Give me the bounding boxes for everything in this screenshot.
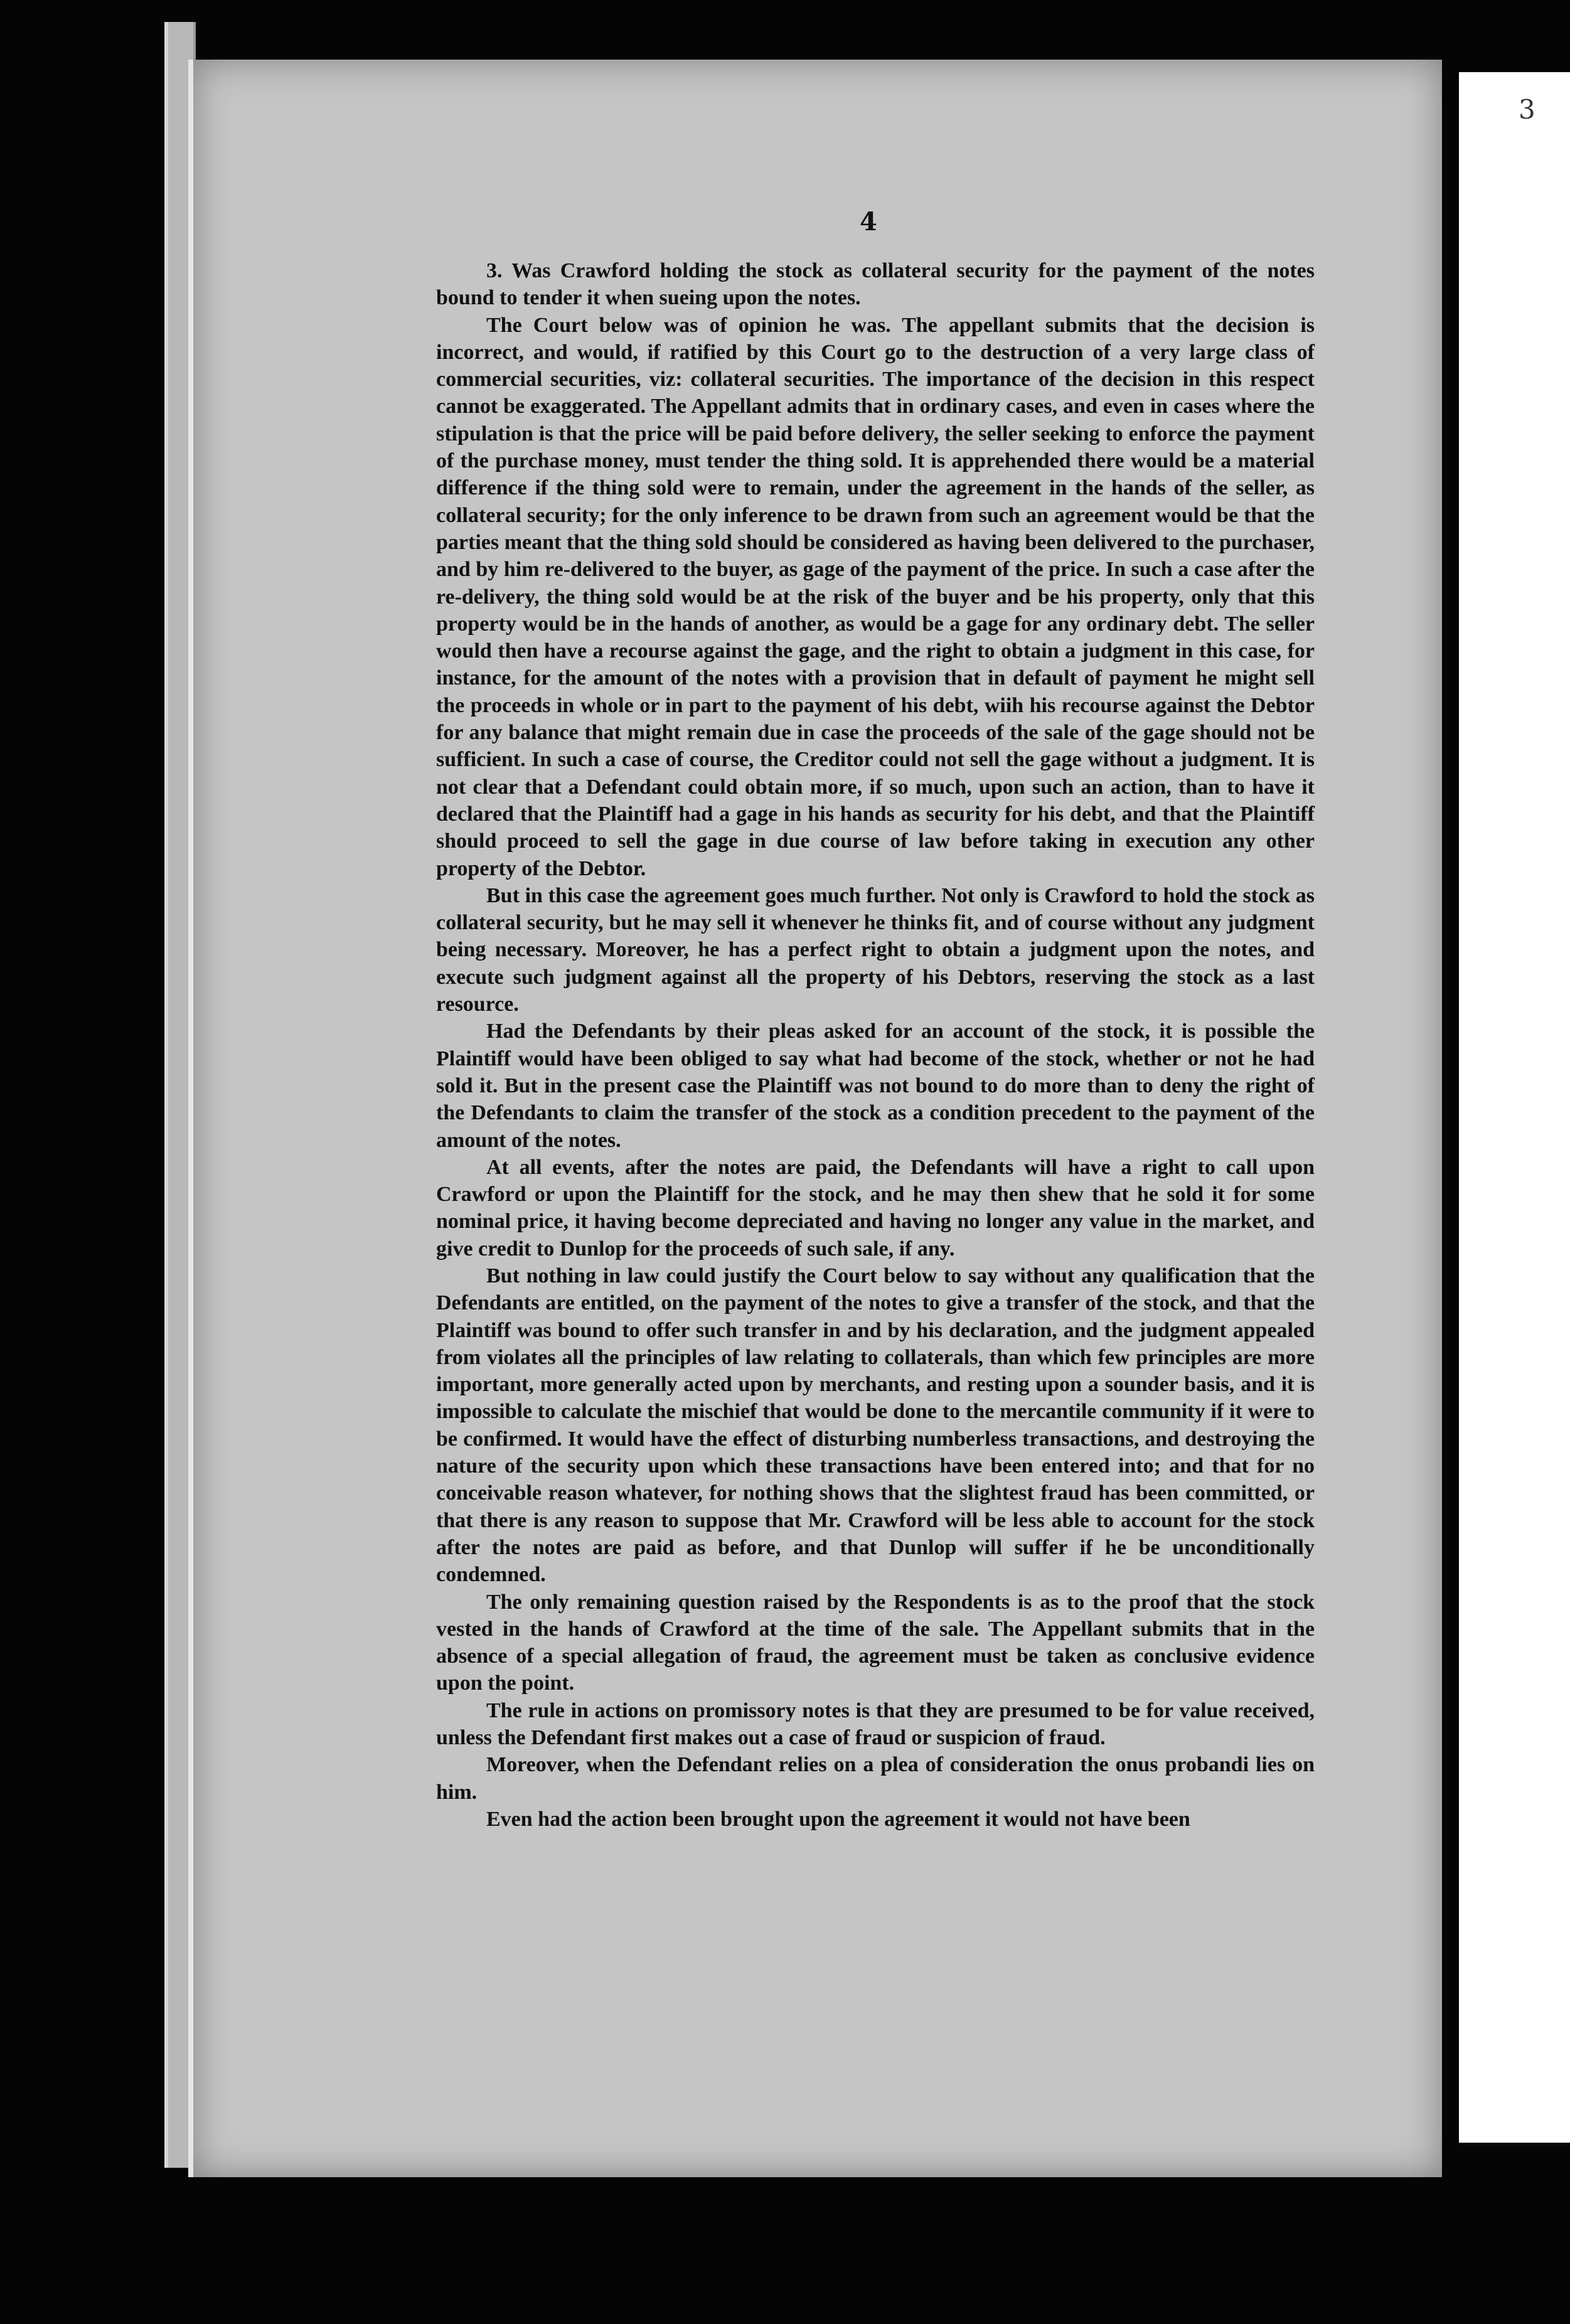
paragraph: But in this case the agreement goes much further. Not only is Crawford to hold the stock as collateral security, but he may sell it whenever he thinks fit, and of course without any judgment being necessary. Moreover, he has a perfect right to obtain a judgment upon the notes, and execute such judgment against all the property of his Debtors, reserving the stock as a last resource. (436, 883, 1315, 1016)
body-text (436, 257, 1315, 1833)
paragraph: Even had the action been brought upon the agreement it would not have been (486, 1807, 1190, 1831)
paragraph: At all events, after the notes are paid, the Defendants will have a right to call upon Crawford or upon the Plaintiff for the stock, and he may then shew that he sold it for some nominal price, it having become depreciated and having no longer any value in the market, and give credit to Dunlop for the proceeds of such sale, if any. (436, 1155, 1315, 1261)
paragraph: The only remaining question raised by the Respondents is as to the proof that the stock vested in the hands of Crawford at the time of the sale. The Appellant submits that in the absence of a special allegation of fraud, the agreement must be taken as conclusive evidence upon the point. (436, 1590, 1315, 1695)
paragraph: Moreover, when the Defendant relies on a plea of consideration the onus probandi lies on him. (436, 1753, 1315, 1804)
paragraph: Had the Defendants by their pleas asked for an account of the stock, it is possible the Plaintiff would have been obliged to say what had become of the stock, whether or not he had sold it. But in the present case the Plaintiff was not bound to do more than to deny the right of the Defendants to claim the transfer of the stock as a condition precedent to the payment of the amount of the notes. (436, 1020, 1315, 1152)
paragraph: The rule in actions on promissory notes is that they are presumed to be for value received, unless the Defendant first makes out a case of fraud or suspicion of fraud. (436, 1698, 1315, 1750)
page-number: 4 (860, 207, 877, 237)
facing-page-mark: 3 (1519, 94, 1535, 125)
paragraph: 3. Was Crawford holding the stock as collateral security for the payment of the notes bound to tender it when sueing upon the notes. (436, 259, 1315, 310)
facing-page (1459, 72, 1570, 2143)
paragraph: But nothing in law could justify the Court below to say without any qualification that the Defendants are entitled, on the payment of the notes to give a transfer of the stock, and that the Plaintiff was bound to offer such transfer in and by his declaration, and the judgment appealed from violates all the principles of law relating to collaterals, than which few principles are more important, more generally acted upon by merchants, and resting upon a sounder basis, and it is impossible to calculate the mischief that would be done to the mercantile community if it were to be confirmed. It would have the effect of disturbing numberless transactions, and destroying the nature of the security upon which these transactions have been entered into; and that for no conceivable reason whatever, for nothing shows that the slightest fraud has been committed, or that there is any reason to suppose that Mr. Crawford will be less able to account for the stock after the notes are paid as before, and that Dunlop will suffer if he be unconditionally condemned. (436, 1264, 1315, 1587)
paragraph: The Court below was of opinion he was. The appellant submits that the decision is incorrect, and would, if ratified by this Court go to the destruction of a very large class of commercial securities, viz: collateral securities. The importance of the decision in this respect cannot be exaggerated. The Appellant admits that in ordinary cases, and even in cases where the stipulation is that the price will be paid before delivery, the seller seeking to enforce the payment of the purchase money, must tender the thing sold. It is apprehended there would be a material difference if the thing sold were to remain, under the agreement in the hands of the seller, as collateral security; for the only inference to be drawn from such an agreement would be that the parties meant that the thing sold should be considered as having been delivered to the purchaser, and by him re-delivered to the buyer, as gage of the payment of the price. In such a case after the re-delivery, the thing sold would be at the risk of the buyer and be his property, only that this property would be in the hands of another, as would be a gage for any ordinary debt. The seller would then have a recourse against the gage, and the right to obtain a judgment in this case, for instance, for the amount of the notes with a provision that in default of payment he might sell the proceeds in whole or in part to the payment of his debt, wiih his recourse against the Debtor for any balance that might remain due in case the proceeds of the sale of the gage should not be sufficient. In such a case of course, the Creditor could not sell the gage without a judgment. It is not clear that a Defendant could obtain more, if so much, upon such an action, than to have it declared that the Plaintiff had a gage in his hands as security for his debt, and that the Plaintiff should proceed to sell the gage in due course of law before taking in execution any other property of the Debtor. (436, 313, 1315, 880)
